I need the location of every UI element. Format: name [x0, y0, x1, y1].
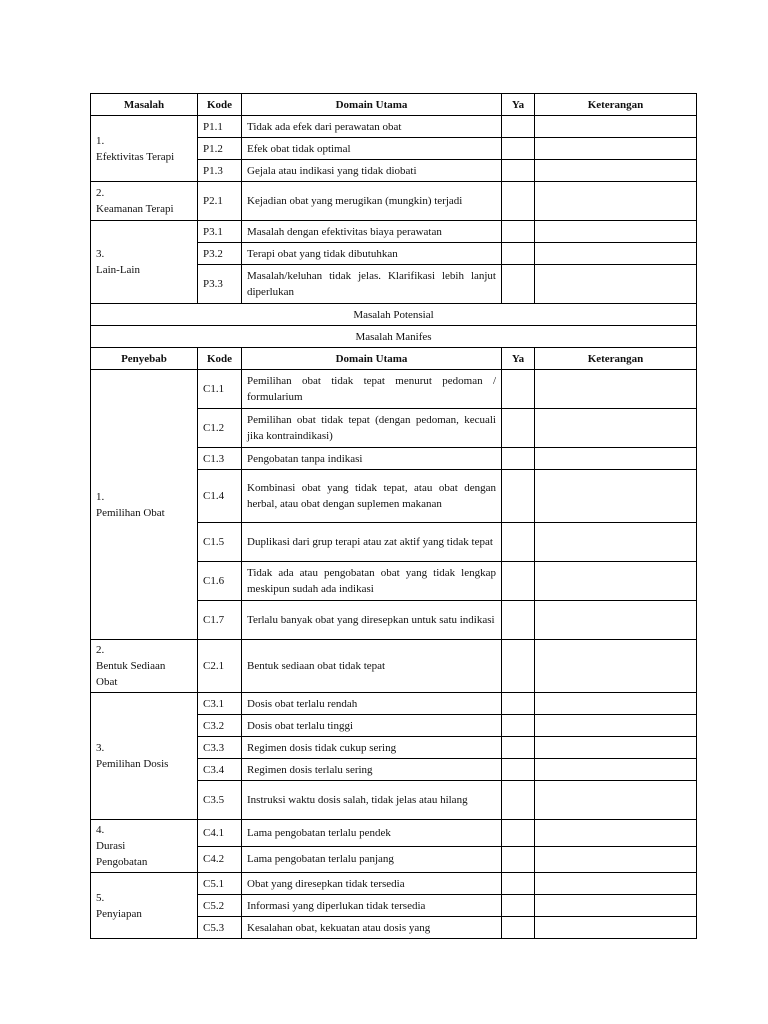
- category-name: Durasi Pengobatan: [96, 840, 148, 868]
- kode-cell: P1.3: [198, 160, 242, 182]
- keterangan-cell[interactable]: [535, 846, 697, 873]
- keterangan-cell[interactable]: [535, 243, 697, 265]
- domain-cell: Pemilihan obat tidak tepat menurut pedoman / formularium: [242, 370, 502, 409]
- header-masalah: Masalah: [91, 94, 198, 116]
- ya-cell[interactable]: [502, 715, 535, 737]
- header-ya: Ya: [502, 94, 535, 116]
- kode-cell: C5.3: [198, 917, 242, 939]
- keterangan-cell[interactable]: [535, 693, 697, 715]
- domain-cell: Lama pengobatan terlalu panjang: [242, 846, 502, 873]
- domain-cell: Regimen dosis terlalu sering: [242, 759, 502, 781]
- ya-cell[interactable]: [502, 221, 535, 243]
- kode-cell: P2.1: [198, 182, 242, 221]
- table-row: [91, 693, 697, 715]
- ya-cell[interactable]: [502, 846, 535, 873]
- kode-cell: P1.2: [198, 138, 242, 160]
- kode-cell: P3.2: [198, 243, 242, 265]
- domain-cell: Pengobatan tanpa indikasi: [242, 448, 502, 470]
- keterangan-cell[interactable]: [535, 895, 697, 917]
- ya-cell[interactable]: [502, 895, 535, 917]
- kode-cell: C5.1: [198, 873, 242, 895]
- domain-cell: Masalah/keluhan tidak jelas. Klarifikasi lebih lanjut diperlukan: [242, 265, 502, 304]
- kode-cell: C1.7: [198, 601, 242, 640]
- keterangan-cell[interactable]: [535, 640, 697, 693]
- keterangan-cell[interactable]: [535, 409, 697, 448]
- kode-cell: P3.1: [198, 221, 242, 243]
- domain-cell: Masalah dengan efektivitas biaya perawatan: [242, 221, 502, 243]
- kode-cell: C1.1: [198, 370, 242, 409]
- table-row: [91, 116, 697, 138]
- ya-cell[interactable]: [502, 470, 535, 523]
- domain-cell: Regimen dosis tidak cukup sering: [242, 737, 502, 759]
- keterangan-cell[interactable]: [535, 523, 697, 562]
- table-row: [91, 221, 697, 243]
- header-keterangan: Keterangan: [535, 348, 697, 370]
- category-name: Pemilihan Obat: [96, 506, 165, 519]
- header-row-masalah: [91, 94, 697, 116]
- domain-cell: Tidak ada atau pengobatan obat yang tidak lengkap meskipun sudah ada indikasi: [242, 562, 502, 601]
- kode-cell: C5.2: [198, 895, 242, 917]
- header-kode: Kode: [198, 94, 242, 116]
- header-kode: Kode: [198, 348, 242, 370]
- kode-cell: C3.2: [198, 715, 242, 737]
- ya-cell[interactable]: [502, 737, 535, 759]
- kode-cell: P3.3: [198, 265, 242, 304]
- kode-cell: C4.2: [198, 846, 242, 873]
- ya-cell[interactable]: [502, 160, 535, 182]
- kode-cell: C2.1: [198, 640, 242, 693]
- keterangan-cell[interactable]: [535, 221, 697, 243]
- table-row: [91, 370, 697, 409]
- kode-cell: C1.6: [198, 562, 242, 601]
- table-row: [91, 820, 697, 847]
- keterangan-cell[interactable]: [535, 781, 697, 820]
- ya-cell[interactable]: [502, 370, 535, 409]
- header-row-penyebab: [91, 348, 697, 370]
- header-domain-utama: Domain Utama: [242, 94, 502, 116]
- domain-cell: Instruksi waktu dosis salah, tidak jelas atau hilang: [242, 781, 502, 820]
- category-number: 3.: [96, 742, 105, 754]
- ya-cell[interactable]: [502, 917, 535, 939]
- drp-classification-table: [90, 93, 697, 939]
- category-cell: [91, 640, 198, 693]
- category-name: Pemilihan Dosis: [96, 758, 169, 770]
- keterangan-cell[interactable]: [535, 470, 697, 523]
- category-name: Keamanan Terapi: [96, 203, 174, 215]
- ya-cell[interactable]: [502, 873, 535, 895]
- category-cell: [91, 820, 198, 873]
- keterangan-cell[interactable]: [535, 737, 697, 759]
- category-cell: [91, 116, 198, 182]
- table-row: [91, 873, 697, 895]
- category-cell: [91, 693, 198, 820]
- keterangan-cell[interactable]: [535, 138, 697, 160]
- kode-cell: C1.2: [198, 409, 242, 448]
- ya-cell[interactable]: [502, 182, 535, 221]
- keterangan-cell[interactable]: [535, 370, 697, 409]
- domain-cell: Kesalahan obat, kekuatan atau dosis yang: [242, 917, 502, 939]
- category-cell: [91, 873, 198, 939]
- category-number: 4.: [96, 824, 105, 836]
- keterangan-cell[interactable]: [535, 715, 697, 737]
- domain-cell: Lama pengobatan terlalu pendek: [242, 820, 502, 847]
- domain-cell: Dosis obat terlalu tinggi: [242, 715, 502, 737]
- ya-cell[interactable]: [502, 759, 535, 781]
- category-name: Efektivitas Terapi: [96, 150, 175, 163]
- category-number: 5.: [96, 891, 105, 904]
- category-name: Bentuk Sediaan Obat: [96, 660, 166, 688]
- ya-cell[interactable]: [502, 243, 535, 265]
- domain-cell: Kejadian obat yang merugikan (mungkin) terjadi: [242, 182, 502, 221]
- category-name: Penyiapan: [96, 907, 142, 920]
- category-number: 1.: [96, 134, 105, 147]
- category-number: 3.: [96, 248, 105, 260]
- kode-cell: C3.4: [198, 759, 242, 781]
- domain-cell: Informasi yang diperlukan tidak tersedia: [242, 895, 502, 917]
- kode-cell: C3.3: [198, 737, 242, 759]
- keterangan-cell[interactable]: [535, 873, 697, 895]
- ya-cell[interactable]: [502, 781, 535, 820]
- keterangan-cell[interactable]: [535, 160, 697, 182]
- section-row-potensial: [91, 304, 697, 326]
- header-keterangan: Keterangan: [535, 94, 697, 116]
- ya-cell[interactable]: [502, 523, 535, 562]
- ya-cell[interactable]: [502, 693, 535, 715]
- domain-cell: Dosis obat terlalu rendah: [242, 693, 502, 715]
- ya-cell[interactable]: [502, 116, 535, 138]
- ya-cell[interactable]: [502, 562, 535, 601]
- kode-cell: C1.3: [198, 448, 242, 470]
- domain-cell: Duplikasi dari grup terapi atau zat aktif yang tidak tepat: [242, 523, 502, 562]
- kode-cell: P1.1: [198, 116, 242, 138]
- kode-cell: C3.5: [198, 781, 242, 820]
- domain-cell: Pemilihan obat tidak tepat (dengan pedoman, kecuali jika kontraindikasi): [242, 409, 502, 448]
- category-cell: [91, 182, 198, 221]
- domain-cell: Terapi obat yang tidak dibutuhkan: [242, 243, 502, 265]
- domain-cell: Terlalu banyak obat yang diresepkan untuk satu indikasi: [242, 601, 502, 640]
- header-ya: Ya: [502, 348, 535, 370]
- domain-cell: Kombinasi obat yang tidak tepat, atau obat dengan herbal, atau obat dengan suplemen makanan: [242, 470, 502, 523]
- table-row: [91, 182, 697, 221]
- keterangan-cell[interactable]: [535, 182, 697, 221]
- category-name: Lain-Lain: [96, 264, 140, 276]
- table-row: [91, 640, 697, 693]
- section-masalah-potensial: Masalah Potensial: [91, 304, 697, 326]
- ya-cell[interactable]: [502, 820, 535, 847]
- category-number: 2.: [96, 187, 105, 199]
- domain-cell: Obat yang diresepkan tidak tersedia: [242, 873, 502, 895]
- header-penyebab: Penyebab: [91, 348, 198, 370]
- ya-cell[interactable]: [502, 448, 535, 470]
- domain-cell: Gejala atau indikasi yang tidak diobati: [242, 160, 502, 182]
- ya-cell[interactable]: [502, 409, 535, 448]
- keterangan-cell[interactable]: [535, 562, 697, 601]
- keterangan-cell[interactable]: [535, 917, 697, 939]
- section-row-manifes: [91, 326, 697, 348]
- kode-cell: C1.4: [198, 470, 242, 523]
- category-number: 1.: [96, 490, 105, 503]
- ya-cell[interactable]: [502, 138, 535, 160]
- category-cell: [91, 221, 198, 304]
- header-domain-utama: Domain Utama: [242, 348, 502, 370]
- ya-cell[interactable]: [502, 640, 535, 693]
- domain-cell: Efek obat tidak optimal: [242, 138, 502, 160]
- kode-cell: C4.1: [198, 820, 242, 847]
- kode-cell: C3.1: [198, 693, 242, 715]
- keterangan-cell[interactable]: [535, 448, 697, 470]
- category-cell: [91, 370, 198, 640]
- keterangan-cell[interactable]: [535, 820, 697, 847]
- ya-cell[interactable]: [502, 601, 535, 640]
- keterangan-cell[interactable]: [535, 116, 697, 138]
- keterangan-cell[interactable]: [535, 759, 697, 781]
- domain-cell: Bentuk sediaan obat tidak tepat: [242, 640, 502, 693]
- category-number: 2.: [96, 644, 105, 656]
- ya-cell[interactable]: [502, 265, 535, 304]
- domain-cell: Tidak ada efek dari perawatan obat: [242, 116, 502, 138]
- keterangan-cell[interactable]: [535, 265, 697, 304]
- keterangan-cell[interactable]: [535, 601, 697, 640]
- kode-cell: C1.5: [198, 523, 242, 562]
- section-masalah-manifes: Masalah Manifes: [91, 326, 697, 348]
